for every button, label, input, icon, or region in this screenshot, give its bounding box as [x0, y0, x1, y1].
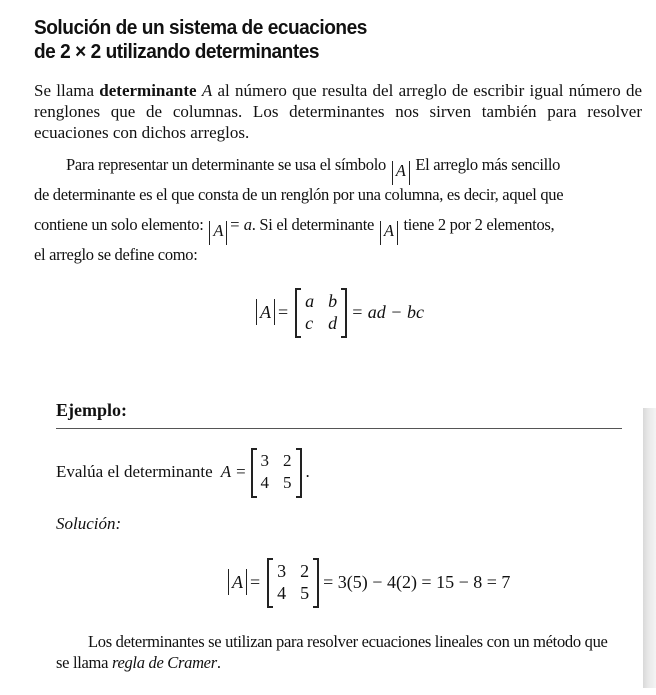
statement-period: .: [305, 462, 310, 481]
matrix-cell: 4: [277, 583, 287, 603]
matrix-cell: c: [305, 313, 314, 333]
matrix-cell: d: [328, 313, 338, 333]
explanation-text: tiene 2 por 2 elementos,: [403, 215, 555, 234]
intro-text: al número que resulta del arreglo de escribir igual número de renglones que de columnas. Los determinantes nos sirven también para resolver ecuaciones con dichos arreglos.: [34, 81, 643, 142]
matrix-cell: 5: [300, 583, 310, 603]
matrix-cell: 3: [277, 561, 287, 581]
solution-label: Solución:: [56, 514, 122, 533]
title-line-1: Solución de un sistema de ecuaciones: [34, 16, 367, 39]
solution-matrix: [267, 558, 319, 606]
matrix-cell: b: [328, 291, 338, 311]
intro-paragraph: [34, 80, 642, 143]
explanation-text: Para representar un determinante se usa el símbolo: [66, 155, 386, 174]
statement-text: Evalúa el determinante: [56, 462, 213, 481]
explanation-text: contiene un solo elemento:: [34, 215, 204, 234]
explanation-text: el arreglo se define como:: [34, 245, 198, 264]
example-divider: [56, 428, 622, 429]
closing-text: Los determinantes se utilizan para resolver ecuaciones lineales con un método que se llama: [56, 632, 608, 672]
abs-A: A: [256, 299, 275, 325]
abs-symbol: A: [380, 221, 398, 245]
bold-term: determinante: [99, 81, 197, 100]
solution-formula: A = 3 2 4 5 = 3(5) − 4(2) = 15 − 8 = 7: [228, 558, 510, 606]
matrix-cell: 5: [283, 473, 292, 492]
formula-rhs: = ad − bc: [351, 301, 424, 322]
title-line-2: de 2 × 2 utilizando determinantes: [34, 40, 320, 63]
matrix-abcd: [295, 288, 347, 336]
matrix-cell: a: [305, 291, 315, 311]
closing-paragraph: [56, 631, 622, 673]
explanation-paragraph: [34, 150, 644, 270]
matrix-cell: 4: [260, 473, 270, 492]
closing-end: .: [216, 653, 221, 672]
abs-A: A: [228, 569, 247, 595]
intro-var: A: [201, 81, 213, 100]
abs-symbol: A: [392, 161, 410, 185]
explanation-text: de determinante es el que consta de un renglón por una columna, es decir, aquel que: [34, 185, 564, 204]
matrix-cell: 2: [300, 561, 310, 581]
solution-rhs: = 3(5) − 4(2) = 15 − 8 = 7: [323, 571, 511, 592]
explanation-text: El arreglo más sencillo: [415, 155, 561, 174]
cramer-rule-term: regla de Cramer: [111, 653, 217, 672]
matrix-cell: 2: [283, 451, 292, 470]
explanation-text: . Si el determinante: [251, 215, 375, 234]
matrix-cell: 3: [260, 451, 270, 470]
section-title: [34, 16, 555, 64]
abs-symbol: A: [209, 221, 227, 245]
statement-var: A =: [220, 462, 247, 481]
example-box-shadow: [643, 408, 656, 688]
equals-a: = a: [229, 215, 252, 234]
intro-prefix: Se llama: [34, 81, 100, 100]
example-title: Ejemplo:: [56, 400, 127, 420]
definition-formula: A = a b c d = ad − bc: [256, 288, 424, 336]
example-statement: [56, 448, 310, 496]
example-matrix: [251, 448, 302, 496]
